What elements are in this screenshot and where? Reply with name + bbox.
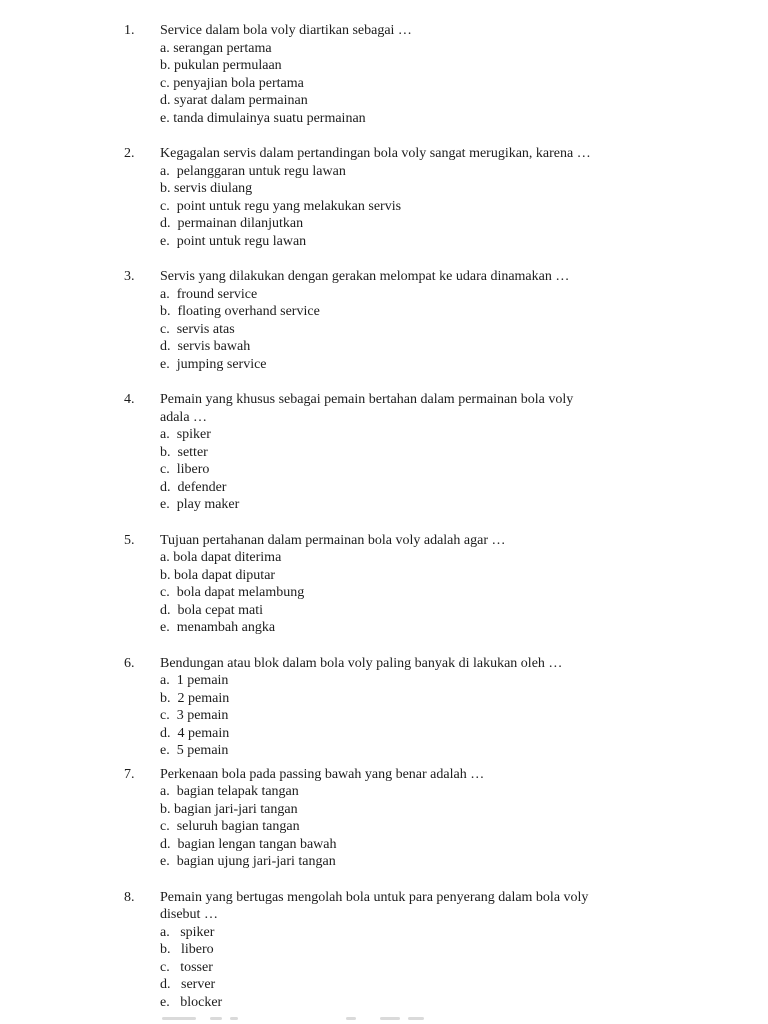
answer-option: b. servis diulang: [160, 181, 253, 196]
question: [124, 766, 684, 871]
question-text-line: Perkenaan bola pada passing bawah yang benar adalah …: [160, 766, 485, 782]
question: [124, 889, 684, 1012]
answer-option: b. setter: [160, 444, 208, 460]
answer-option: e. menambah angka: [160, 620, 276, 635]
answer-option: b. bagian jari-jari tangan: [160, 801, 298, 817]
answer-option: a. 1 pemain: [160, 673, 229, 688]
question-number: 4.: [124, 392, 135, 407]
answer-option: a. bola dapat diterima: [160, 550, 282, 565]
answer-option: a. serangan pertama: [160, 40, 272, 56]
answer-option: d. server: [160, 977, 216, 992]
answer-option: a. fround service: [160, 286, 258, 302]
answer-option: b. libero: [160, 942, 214, 957]
question: [124, 532, 684, 637]
text-smudge: [380, 1017, 400, 1020]
question-text-line: Servis yang dilakukan dengan gerakan melompat ke udara dinamakan …: [160, 269, 570, 284]
text-smudge: [346, 1017, 356, 1020]
question-text-line: Bendungan atau blok dalam bola voly paling banyak di lakukan oleh …: [160, 655, 563, 671]
question-content: [160, 532, 638, 637]
question: [124, 268, 684, 373]
text-smudge: [162, 1017, 196, 1020]
question-text-line: Tujuan pertahanan dalam permainan bola voly adalah agar …: [160, 532, 506, 548]
question-content: [160, 22, 638, 127]
answer-option: d. syarat dalam permainan: [160, 93, 308, 108]
question: [124, 391, 684, 514]
answer-option: a. spiker: [160, 924, 215, 940]
answer-option: c. servis atas: [160, 321, 235, 337]
answer-option: b. 2 pemain: [160, 690, 230, 706]
clipped-next-line: [160, 1015, 580, 1024]
question: [124, 145, 684, 250]
answer-option: e. tanda dimulainya suatu permainan: [160, 110, 366, 126]
answer-option: e. play maker: [160, 497, 240, 512]
answer-option: c. point untuk regu yang melakukan servis: [160, 198, 402, 214]
text-smudge: [230, 1017, 238, 1020]
answer-option: d. bagian lengan tangan bawah: [160, 836, 337, 852]
answer-option: d. permainan dilanjutkan: [160, 216, 304, 231]
question-content: [160, 145, 638, 250]
question-number: 1.: [124, 23, 135, 38]
question-text-line: Pemain yang bertugas mengolah bola untuk para penyerang dalam bola voly: [160, 889, 589, 905]
question-text-line: adala …: [160, 409, 208, 425]
answer-option: c. seluruh bagian tangan: [160, 819, 300, 834]
question-list: [124, 22, 684, 1024]
answer-option: e. jumping service: [160, 356, 267, 372]
question: [124, 655, 684, 760]
answer-option: e. 5 pemain: [160, 743, 229, 758]
question-content: [160, 766, 638, 871]
question-number: 8.: [124, 889, 135, 905]
question-number: 5.: [124, 532, 135, 548]
answer-option: c. penyajian bola pertama: [160, 75, 304, 91]
text-smudge: [408, 1017, 424, 1020]
question-number: 6.: [124, 655, 135, 671]
answer-option: c. tosser: [160, 959, 213, 975]
text-smudge: [210, 1017, 222, 1020]
question-number: 3.: [124, 269, 135, 284]
answer-option: d. defender: [160, 479, 227, 495]
answer-option: a. bagian telapak tangan: [160, 784, 299, 799]
question-text-line: disebut …: [160, 907, 218, 922]
answer-option: e. blocker: [160, 994, 223, 1010]
answer-option: a. spiker: [160, 427, 211, 442]
question-text-line: Service dalam bola voly diartikan sebagai …: [160, 23, 412, 38]
question-number: 2.: [124, 146, 135, 161]
question-text-line: Pemain yang khusus sebagai pemain bertahan dalam permainan bola voly: [160, 392, 574, 407]
question-content: [160, 889, 638, 1012]
answer-option: d. servis bawah: [160, 339, 251, 354]
answer-option: e. bagian ujung jari-jari tangan: [160, 854, 336, 869]
answer-option: e. point untuk regu lawan: [160, 233, 307, 249]
question: [124, 22, 684, 127]
answer-option: d. bola cepat mati: [160, 602, 264, 618]
answer-option: a. pelanggaran untuk regu lawan: [160, 163, 346, 179]
answer-option: c. bola dapat melambung: [160, 585, 305, 600]
question-text-line: Kegagalan servis dalam pertandingan bola voly sangat merugikan, karena …: [160, 146, 591, 161]
answer-option: c. libero: [160, 462, 210, 477]
question-content: [160, 391, 638, 514]
question-content: [160, 268, 638, 373]
answer-option: d. 4 pemain: [160, 725, 230, 741]
answer-option: b. pukulan permulaan: [160, 58, 282, 73]
answer-option: b. bola dapat diputar: [160, 567, 276, 583]
answer-option: b. floating overhand service: [160, 304, 320, 319]
question-content: [160, 655, 638, 760]
question-number: 7.: [124, 766, 135, 782]
answer-option: c. 3 pemain: [160, 708, 229, 723]
